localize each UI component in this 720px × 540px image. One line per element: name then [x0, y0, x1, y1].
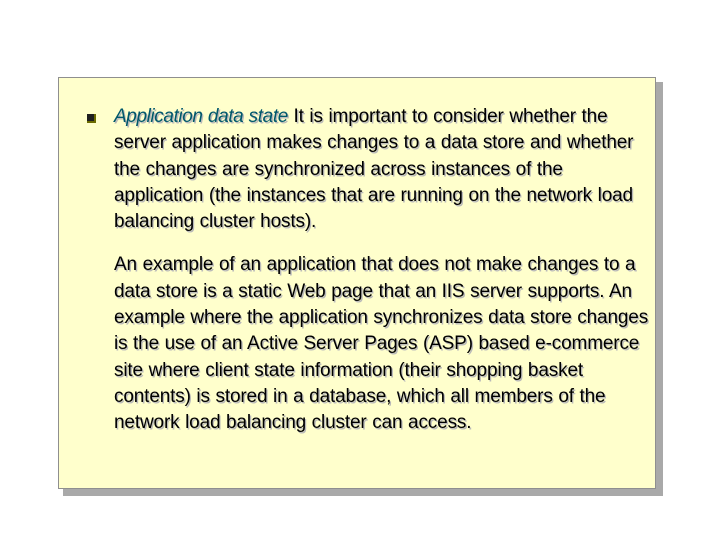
term-label: Application data state	[114, 106, 288, 127]
paragraph-1	[114, 104, 654, 235]
square-bullet-icon	[87, 114, 96, 123]
bullet-text	[114, 104, 654, 437]
paragraph-1-text: It is important to consider whether the server application makes changes to a data store and whether the changes are synchronized across instances of the application (the instances that are running on the network load balancing cluster hosts).	[114, 106, 634, 233]
content-panel	[58, 77, 656, 489]
paragraph-2: An example of an application that does not make changes to a data store is a static Web page that an IIS server supports. An example where the application synchronizes data store changes is the use of an Active Server Pages (ASP) based e-commerce site where client state information (their shopping basket contents) is stored in a database, which all members of the network load balancing cluster can access.	[114, 254, 649, 434]
